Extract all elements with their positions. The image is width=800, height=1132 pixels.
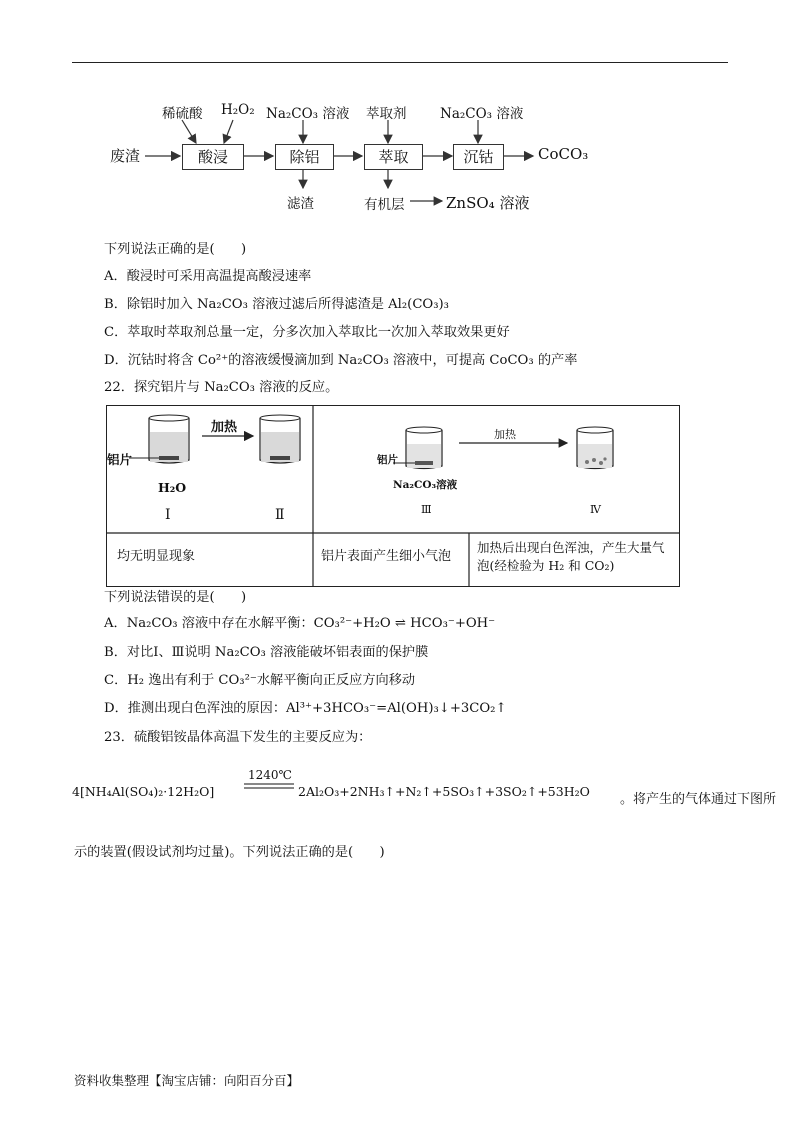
flow-start: 废渣 (110, 147, 141, 165)
byproduct-organic-layer: 有机层 (364, 197, 405, 213)
equation-equals-sign (244, 782, 294, 790)
reagent-sulfuric-acid: 稀硫酸 (162, 106, 203, 122)
label-water: H₂O (158, 480, 187, 495)
step-acid-leach: 酸浸 (182, 144, 244, 170)
q21-stem: 下列说法正确的是( ) (104, 242, 247, 257)
byproduct-znso4: ZnSO₄ 溶液 (446, 194, 530, 212)
step-precipitate-co: 沉钴 (453, 144, 504, 170)
observation-3: 加热后出现白色浑浊，产生大量气泡(经检验为 H₂ 和 CO₂) (477, 540, 665, 573)
label-beaker-4: Ⅳ (590, 503, 601, 516)
step-extract: 萃取 (364, 144, 423, 170)
label-beaker-2: Ⅱ (275, 507, 285, 523)
reagent-h2o2: H₂O₂ (221, 102, 255, 118)
q22-option-a: A．Na₂CO₃ 溶液中存在水解平衡：CO₃²⁻+H₂O ⇌ HCO₃⁻+OH⁻ (104, 616, 496, 631)
equation-tail: 。将产生的气体通过下图所 (620, 792, 777, 807)
reagent-na2co3-2: Na₂CO₃ 溶液 (440, 106, 524, 122)
observation-2: 铝片表面产生细小气泡 (321, 549, 452, 564)
label-beaker-3: Ⅲ (421, 503, 432, 516)
header-rule (72, 62, 728, 63)
q22-option-c: C．H₂ 逸出有利于 CO₃²⁻水解平衡向正反应方向移动 (104, 673, 416, 688)
beaker-1 (129, 415, 189, 463)
q21-option-c: C．萃取时萃取剂总量一定，分多次加入萃取比一次加入萃取效果更好 (104, 325, 510, 340)
q22-stem: 下列说法错误的是( ) (104, 590, 247, 605)
experiment-table (106, 405, 680, 587)
observation-1: 均无明显现象 (117, 549, 196, 564)
q21-option-d: D．沉钴时将含 Co²⁺的溶液缓慢滴加到 Na₂CO₃ 溶液中，可提高 CoCO₃ 的产率 (104, 353, 578, 368)
reagent-na2co3: Na₂CO₃ 溶液 (266, 106, 350, 122)
q21-option-a: A．酸浸时可采用高温提高酸浸速率 (104, 269, 312, 284)
beaker-2 (260, 415, 300, 463)
q23-equation (72, 768, 777, 814)
label-na2co3-solution: Na₂CO₃溶液 (393, 479, 458, 491)
label-al-piece-left: 铝片 (107, 452, 133, 467)
q23-title: 23．硫酸铝铵晶体高温下发生的主要反应为： (104, 730, 372, 745)
equation-reactant: 4[NH₄Al(SO₄)₂·12H₂O] (72, 784, 215, 799)
q22-title: 22．探究铝片与 Na₂CO₃ 溶液的反应。 (104, 380, 339, 395)
footer-source: 资料收集整理【淘宝店铺：向阳百分百】 (74, 1073, 300, 1088)
arrow-label-heat-left: 加热 (211, 420, 238, 435)
step-remove-al: 除铝 (275, 144, 334, 170)
label-beaker-1: Ⅰ (165, 507, 171, 523)
q22-option-d: D．推测出现白色浑浊的原因：Al³⁺+3HCO₃⁻=Al(OH)₃↓+3CO₂↑ (104, 701, 507, 716)
label-al-piece-right: 铝片 (377, 454, 398, 466)
flow-product: CoCO₃ (538, 145, 589, 163)
q22-option-b: B．对比Ⅰ、Ⅲ说明 Na₂CO₃ 溶液能破坏铝表面的保护膜 (104, 645, 429, 660)
q23-continuation: 示的装置(假设试剂均过量)。下列说法正确的是( ) (74, 845, 385, 860)
equation-products: 2Al₂O₃+2NH₃↑+N₂↑+5SO₃↑+3SO₂↑+53H₂O (298, 784, 590, 799)
equation-condition: 1240℃ (248, 768, 292, 782)
beaker-3 (393, 427, 442, 469)
process-flowchart (100, 96, 660, 216)
arrow-label-heat-right: 加热 (494, 428, 516, 441)
beaker-4 (577, 427, 613, 469)
byproduct-residue: 滤渣 (287, 196, 314, 212)
q21-option-b: B．除铝时加入 Na₂CO₃ 溶液过滤后所得滤渣是 Al₂(CO₃)₃ (104, 297, 449, 312)
reagent-extractant: 萃取剂 (366, 106, 407, 122)
